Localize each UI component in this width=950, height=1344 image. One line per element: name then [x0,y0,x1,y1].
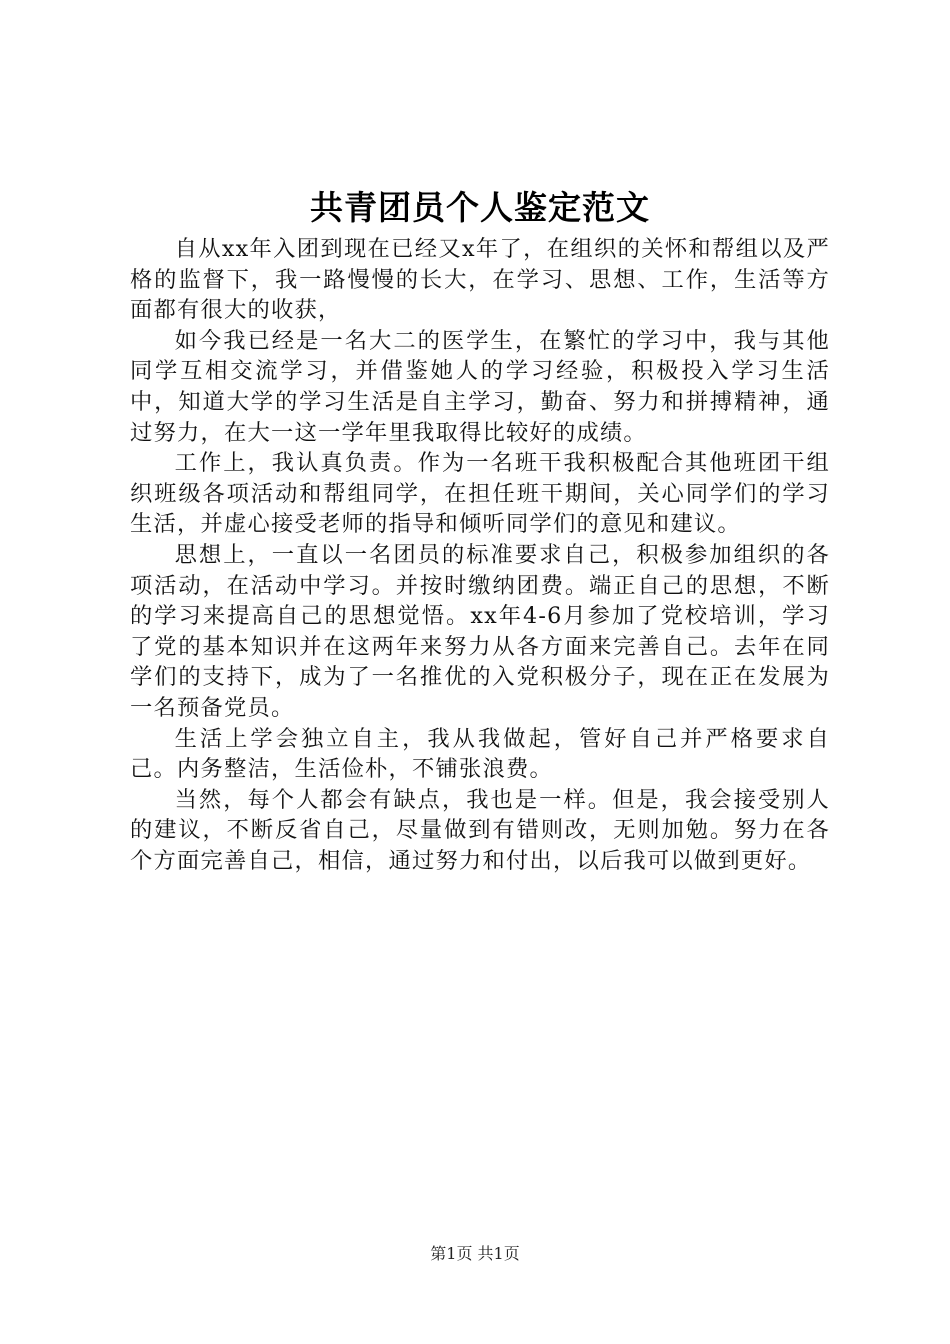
paragraph: 工作上，我认真负责。作为一名班干我积极配合其他班团干组织班级各项活动和帮组同学，在担任班干期间，关心同学们的学习生活，并虚心接受老师的指导和倾听同学们的意见和建议。 [130,450,830,538]
paragraph: 当然，每个人都会有缺点，我也是一样。但是，我会接受别人的建议，不断反省自己，尽量做到有错则改，无则加勉。努力在各个方面完善自己，相信，通过努力和付出，以后我可以做到更好。 [130,786,830,874]
document-title: 共青团员个人鉴定范文 [310,188,650,227]
paragraph: 思想上，一直以一名团员的标准要求自己，积极参加组织的各项活动，在活动中学习。并按时缴纳团费。端正自己的思想，不断的学习来提高自己的思想觉悟。xx年4-6月参加了党校培训，学习了党的基本知识并在这两年来努力从各方面来完善自己。去年在同学们的支持下，成为了一名推优的入党积极分子，现在正在发展为一名预备党员。 [130,541,830,721]
paragraph: 生活上学会独立自主，我从我做起，管好自己并严格要求自己。内务整洁，生活俭朴，不铺张浪费。 [130,725,830,783]
paragraph: 自从xx年入团到现在已经又x年了，在组织的关怀和帮组以及严格的监督下，我一路慢慢的长大，在学习、思想、工作，生活等方面都有很大的收获， [130,236,830,324]
paragraph: 如今我已经是一名大二的医学生，在繁忙的学习中，我与其他同学互相交流学习，并借鉴她人的学习经验，积极投入学习生活中，知道大学的学习生活是自主学习，勤奋、努力和拼搏精神，通过努力，在大一这一学年里我取得比较好的成绩。 [130,327,830,446]
page-footer: 第1页 共1页 [430,1244,520,1263]
document-body [130,234,830,876]
